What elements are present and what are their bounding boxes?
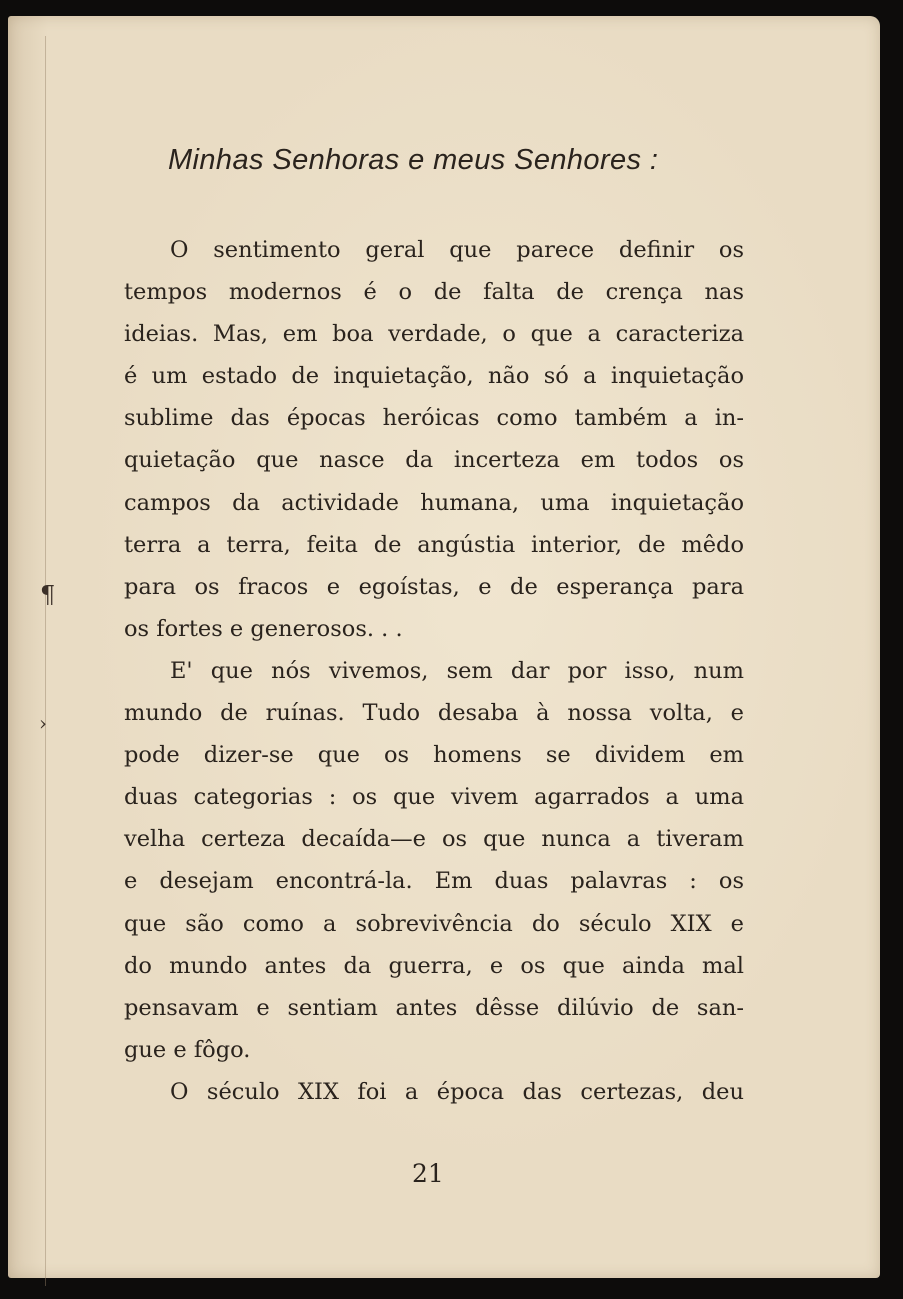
- text-line: e desejam encontrá-la. Em duas palavras : os: [124, 868, 744, 895]
- page-fold-line: [45, 36, 46, 1286]
- text-line: mundo de ruínas. Tudo desaba à nossa volta, e: [124, 700, 744, 727]
- text-line: os fortes e generosos. . .: [124, 615, 403, 642]
- text-line: é um estado de inquietação, não só a inquietação: [124, 363, 744, 390]
- text-line: O sentimento geral que parece definir os: [170, 237, 744, 263]
- paragraph-1: [124, 229, 744, 650]
- text-line: E' que nós vivemos, sem dar por isso, num: [170, 657, 744, 684]
- text-line: gue e fôgo.: [124, 1036, 251, 1063]
- page-number: 21: [412, 1159, 444, 1188]
- text-line: para os fracos e egoístas, e de esperança para: [124, 573, 744, 600]
- margin-mark: ¶: [40, 581, 56, 609]
- text-line: pensavam e sentiam antes dêsse dilúvio de san-: [124, 994, 744, 1021]
- text-line: campos da actividade humana, uma inquietação: [124, 489, 744, 516]
- paragraph-2: [124, 650, 744, 1071]
- text-line: duas categorias : os que vivem agarrados a uma: [124, 784, 744, 811]
- text-line: terra a terra, feita de angústia interior, de mêdo: [124, 531, 744, 558]
- text-line: velha certeza decaída—e os que nunca a tiveram: [124, 826, 744, 853]
- text-line: pode dizer-se que os homens se dividem em: [124, 742, 744, 769]
- margin-mark: ›: [39, 711, 47, 735]
- page-heading: Minhas Senhoras e meus Senhores :: [168, 144, 659, 176]
- text-line: do mundo antes da guerra, e os que ainda mal: [124, 952, 744, 979]
- text-line: ideias. Mas, em boa verdade, o que a caracteriza: [124, 321, 744, 348]
- body-text: [124, 229, 744, 1113]
- text-line: que são como a sobrevivência do século XIX e: [124, 910, 744, 937]
- paragraph-3: [124, 1071, 744, 1113]
- text-line: O século XIX foi a época das certezas, deu: [170, 1078, 744, 1105]
- text-line: sublime das épocas heróicas como também a in-: [124, 405, 744, 432]
- text-line: quietação que nasce da incerteza em todos os: [124, 447, 744, 474]
- text-line: tempos modernos é o de falta de crença nas: [124, 279, 744, 306]
- book-page: [8, 16, 880, 1278]
